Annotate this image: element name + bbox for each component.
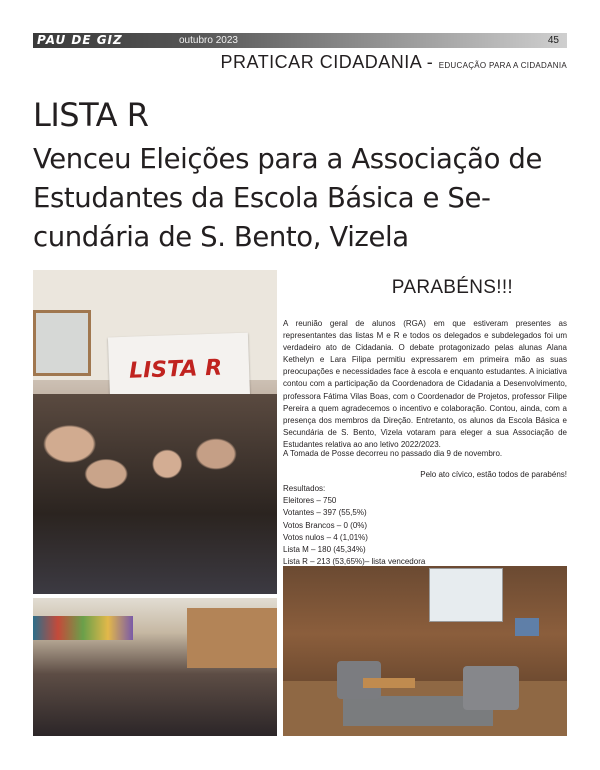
result-item: Lista R – 213 (53,65%)– lista vencedora [283, 557, 426, 567]
projection-screen [429, 568, 503, 622]
result-item: Votos Brancos – 0 (0%) [283, 520, 368, 530]
photo-banner [108, 333, 250, 403]
results-list [283, 483, 425, 568]
posse-note: A Tomada de Posse decorreu no passado dia 9 de novembro. [283, 449, 503, 458]
debate-photo [283, 566, 567, 736]
results-title: Resultados: [283, 484, 326, 493]
photo-window [33, 310, 91, 376]
article-headline: Venceu Eleições para a Associação de Estudantes da Escola Básica e Se-cundária de S. Bento, Vizela [33, 143, 542, 253]
issue-date: outubro 2023 [179, 35, 238, 46]
photo-mural [33, 616, 133, 640]
result-item: Votantes – 397 (55,5%) [283, 508, 367, 518]
section-sub: EDUCAÇÃO PARA A CIDADANIA [438, 61, 567, 70]
result-item: Lista M – 180 (45,34%) [283, 545, 366, 555]
result-item: Eleitores – 750 [283, 496, 337, 506]
result-item: Votos nulos – 4 (1,01%) [283, 532, 368, 542]
section-title [221, 52, 567, 73]
article-body: A reunião geral de alunos (RGA) em que estiveram presentes as representantes das listas M e R e todos os delegados e subdelegados foi um verdadeiro ato de Cidadania. O debate protagonizado pelas alunas Alana Kethelyn e Lara Filipa permitiu expressarem em primeira mão as suas preocupações e necessidades face à escola e enquanto estudantes. A iniciativa contou com a participação da Coordenadora de Cidadania a Desenvolvimento, professora Fátima Vilas Boas, com o Coordenador de Projetos, professor Filipe Pereira a quem agradecemos o incentivo e colaboração. Contou, ainda, com a presença dos membros da Direção. Entretanto, os alunos da Escola Básica e Secundária de S. Bento, Vizela votaram para eleger a sua Associação de Estudantes relativa ao ano letivo 2022/2023. [283, 319, 567, 449]
auditorium-photo [33, 598, 277, 736]
magazine-logo: PAU DE GIZ [37, 33, 123, 47]
monitor [515, 618, 539, 636]
photo-wood-panel [187, 608, 277, 668]
congrats-heading: PARABÉNS!!! [391, 277, 513, 298]
section-main: PRATICAR CIDADANIA - [220, 52, 439, 72]
banner-text: LISTA R [128, 355, 223, 384]
article-title: LISTA R [33, 96, 149, 134]
header-bar [33, 33, 567, 48]
photo-crowd [33, 394, 277, 594]
group-photo [33, 270, 277, 594]
armchair-right [463, 666, 519, 710]
coffee-table [363, 678, 415, 688]
page-number: 45 [547, 35, 559, 46]
civic-note: Pelo ato cívico, estão todos de parabéns! [420, 470, 567, 479]
